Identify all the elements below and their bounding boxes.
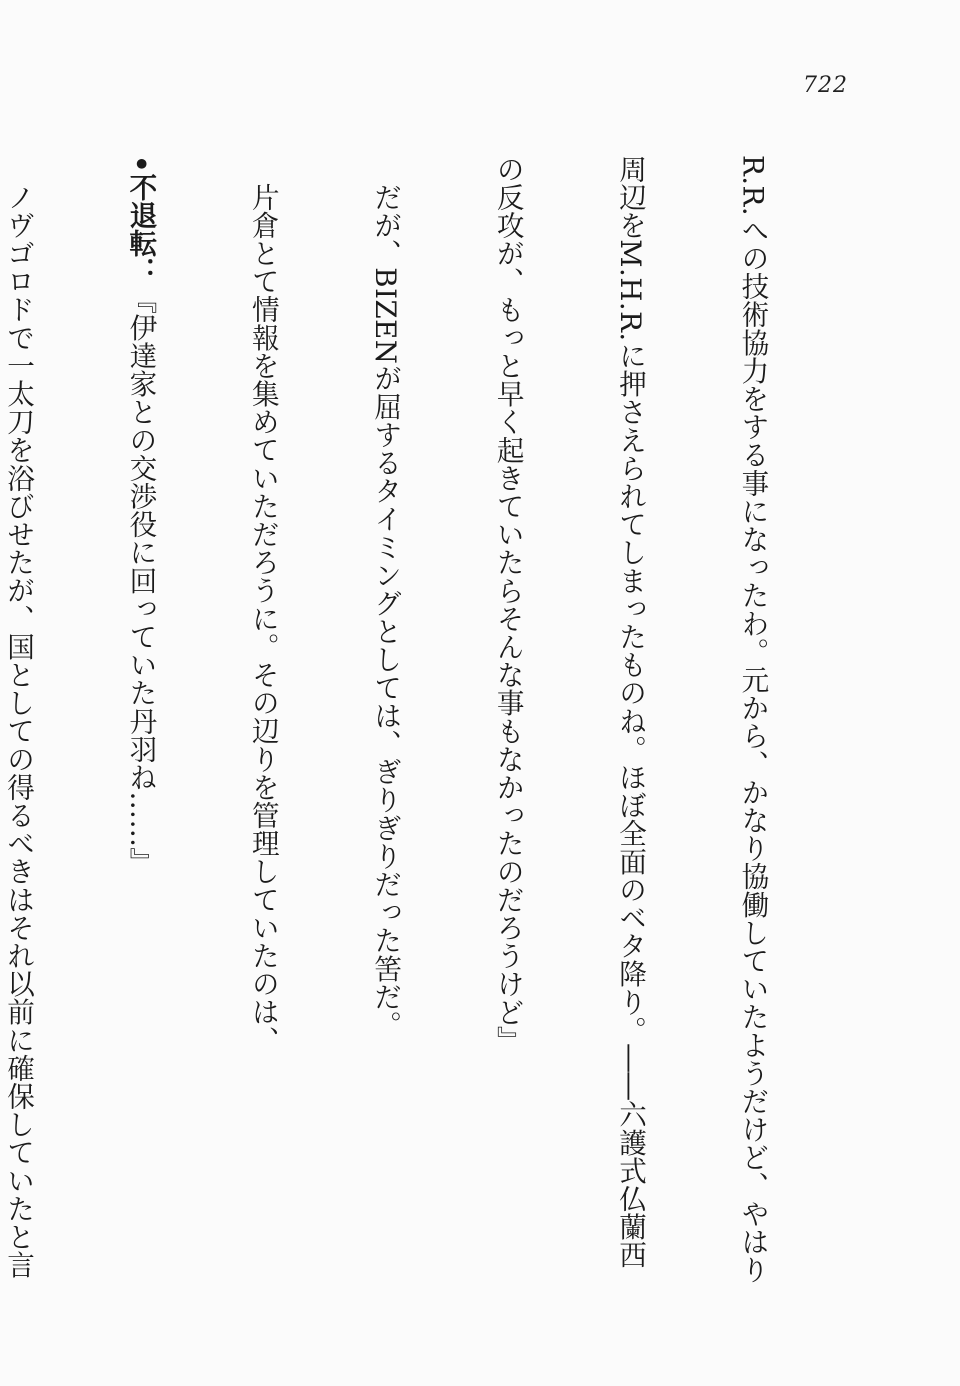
text-line	[609, 155, 650, 1295]
line-text: ノヴゴロドで一太刀を浴びせたが、国としての得るべきはそれ以前に確保していたと言	[2, 183, 36, 1279]
dialogue-line	[120, 155, 161, 1295]
text-line	[732, 155, 773, 1295]
line-text: 『伊達家との交渉役に回っていた丹羽ね……』	[124, 285, 158, 876]
line-text: 周辺をM.H.R.に押さえられてしまったものね。ほぼ全面のベタ降り。――六護式仏蘭西	[614, 155, 648, 1269]
line-text: の反攻が、もっと早く起きていたらそんな事もなかったのだろうけど』	[491, 155, 525, 1055]
vertical-text-body	[2, 155, 854, 1295]
page-number: 722	[803, 73, 848, 98]
speaker-label: •不退転：	[124, 155, 158, 286]
text-line	[487, 155, 528, 1295]
line-text: 片倉とて情報を集めていただろうに。その辺りを管理していたのは、	[246, 183, 280, 1055]
text-line	[242, 155, 283, 1295]
text-line	[0, 155, 38, 1295]
line-text: R.R.への技術協力をする事になったわ。元から、かなり協働していたようだけど、やはり	[736, 155, 770, 1284]
text-line	[364, 155, 405, 1295]
line-text: だが、BIZENが屈するタイミングとしては、ぎりぎりだった筈だ。	[369, 183, 403, 1039]
